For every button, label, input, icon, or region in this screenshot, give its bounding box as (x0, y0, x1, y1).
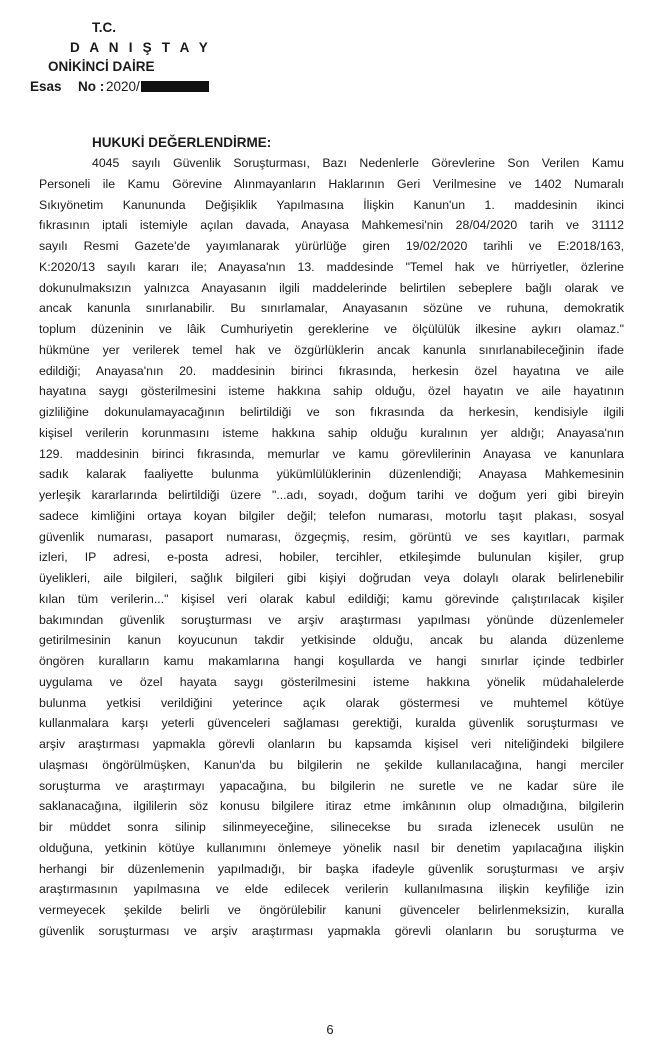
body-line: gizliliğine dokunulamayacağının belirtildiği ve son fıkrasında da herkesin, kendisiyle ilgili (39, 405, 624, 419)
body-line: Sıkıyönetim Kanununda Değişiklik Yapılmasına İlişkin Kanun'un 1. maddesinin ikinci (39, 197, 624, 212)
page-number: 6 (326, 1022, 334, 1037)
section-title: HUKUKİ DEĞERLENDİRME: (92, 135, 272, 150)
body-line: hükmüne yer verilerek temel hak ve özgürlüklerin ancak kanunla sınırlanabileceğinin ifade (39, 342, 624, 357)
body-line: K:2020/13 sayılı kararı ile; Anayasa'nın 13. maddesinde "Temel hak ve hürriyetler, özlerine (39, 259, 624, 274)
body-line: uygulama ve özel hayata saygı gösterilmesini isteme hakkına yönelik müdahalelerde (39, 674, 624, 689)
body-line: Personeli ile Kamu Görevine Alınmayanların Haklarının Geri Verilmesine ve 1402 Numaralı (39, 176, 624, 191)
body-line: ulaşması öngörülmüşken, Kanun'da bu bilgilerin ne şekilde kullanılacağına, hangi merciler (39, 757, 624, 772)
body-line: ancak kanunla sınırlanabilir. Bu sınırlamalar, Anayasanın sözüne ve ruhuna, demokratik (39, 301, 624, 316)
tc-label: T.C. (92, 20, 117, 35)
body-line: saklanacağına, ilgililerin söz konusu bilgilere itiraz etme imkânının olup olmadığına, bilgilerin (39, 799, 624, 814)
body-line: fıkrasının iptali istemiyle açılan davada, Anayasa Mahkemesi'nin 28/04/2020 tarih ve 31112 (39, 218, 624, 233)
court-name: D A N I Ş T A Y (70, 39, 212, 55)
body-line: öngören kuralların kamu makamlarına hangi koşullarda ve hangi sınırlar içinde tedbirler (39, 654, 624, 668)
body-line: toplum düzeninin ve lâik Cumhuriyetin gereklerine ve ölçülülük ilkesine aykırı olamaz." (39, 322, 624, 336)
body-line: güvenlik numarası, pasaport numarası, özgeçmiş, resim, görüntü ve ses kayıtları, parmak (39, 529, 624, 544)
case-number: 2020/ (106, 78, 140, 94)
body-line: sadık kalarak faaliyette bulunma yükümlülüklerinin düzenlendiği; Anayasa Mahkemesinin (39, 467, 624, 482)
body-line: olduğuna, yetkinin kötüye kullanımını önlemeye yönelik nasıl bir denetim yapılacağına ilişkin (39, 840, 624, 855)
body-line: soruşturma ve araştırmayı yapacağına, bu bilgilerin ne suretle ve ne kadar süre ile (39, 778, 624, 793)
document-header (30, 18, 211, 96)
body-line: vermeyecek şekilde belirli ve öngörülebilir kanuni güvenceler belirlenmeksizin, kuralla (39, 903, 624, 917)
body-line: kişisel verilerin korunmasını isteme hakkına sahip olduğu kuralının yer aldığı; Anayasa'nın (39, 425, 624, 440)
body-line: arşiv araştırması yapmakla görevli olanların bu kapsamda kişisel veri niteliğindeki bilgilere (39, 737, 624, 751)
body-line: getirilmesinin kanun koyucunun takdir yetkisinde olduğu, ancak bu alanda düzenleme (39, 633, 624, 648)
no-label: No : (78, 78, 105, 94)
body-line: yerleşik kararlarında belirtildiği üzere "...adı, soyadı, doğum tarihi ve doğum yeri gibi bireyin (39, 488, 624, 502)
body-line: 129. maddesinin birinci fıkrasında, memurlar ve kamu görevlilerinin Anayasa ve kanunlara (39, 446, 624, 461)
body-line: dokunulmaksızın yalnızca Anayasanın ilgili maddelerinde belirtilen sebeplere bağlı olarak ve (39, 280, 624, 295)
esas-label: Esas (30, 78, 62, 94)
body-line: sayılı Resmi Gazete'de yayımlanarak yürürlüğe giren 19/02/2020 tarihli ve E:2018/163, (39, 239, 624, 253)
body-line: kullanmalara karşı yeterli güvenceleri sağlaması gerektiği, kuralda güvenlik soruşturması ve (39, 716, 624, 731)
case-number-line (30, 77, 211, 97)
body-line: bir müddet sonra silinip silinmeyeceğine, silinecekse bu sırada izlenecek usulün ne (39, 820, 624, 834)
body-line: izleri, IP adresi, e-posta adresi, hobiler, tercihler, etkileşimde bulunulan kişiler, grup (39, 550, 624, 565)
body-line: herhangi bir düzenlemenin yapılmadığı, bir başka ifadeyle güvenlik soruşturması ve arşiv (39, 861, 624, 876)
body-line: araştırmasının yapılmasına ve elde edilecek verilerin kullanılmasına ilişkin keyfiliğe izin (39, 882, 624, 897)
chamber-name: ONİKİNCİ DAİRE (48, 59, 155, 74)
body-line: bulunma yetkisi verildiğini yeterince açık olarak göstermesi ve muhtemel kötüye (39, 695, 624, 710)
body-line: hayatına saygı gösterilmesini isteme hakkına sahip olduğu, özel hayatın ve aile hayatının (39, 384, 624, 399)
body-text (39, 153, 624, 942)
body-line: 4045 sayılı Güvenlik Soruşturması, Bazı Nedenlerle Görevlerine Son Verilen Kamu (92, 156, 624, 170)
body-line: bakımından güvenlik soruşturması ve arşiv araştırması yapılması yönünde düzenlemeler (39, 612, 624, 627)
body-line: üyelikleri, aile bilgileri, sağlık bilgileri gibi kişiyi doğrudan veya dolaylı olarak belirlenebilir (39, 571, 624, 585)
redaction-bar (141, 81, 209, 92)
body-line: güvenlik soruşturması ve arşiv araştırması yapmakla görevli olanların bu soruşturma ve (39, 923, 624, 938)
body-line: kılan tüm verilerin..." kişisel veri olarak kabul edildiği; kamu görevinde çalıştırılacak kişiler (39, 591, 624, 606)
body-line: sadece kimliğini ortaya koyan bilgiler değil; telefon numarası, motorlu taşıt plakası, sosyal (39, 508, 624, 523)
body-line: edildiği; Anayasa'nın 20. maddesinin birinci fıkrasında, herkesin özel hayatına ve aile (39, 363, 624, 378)
